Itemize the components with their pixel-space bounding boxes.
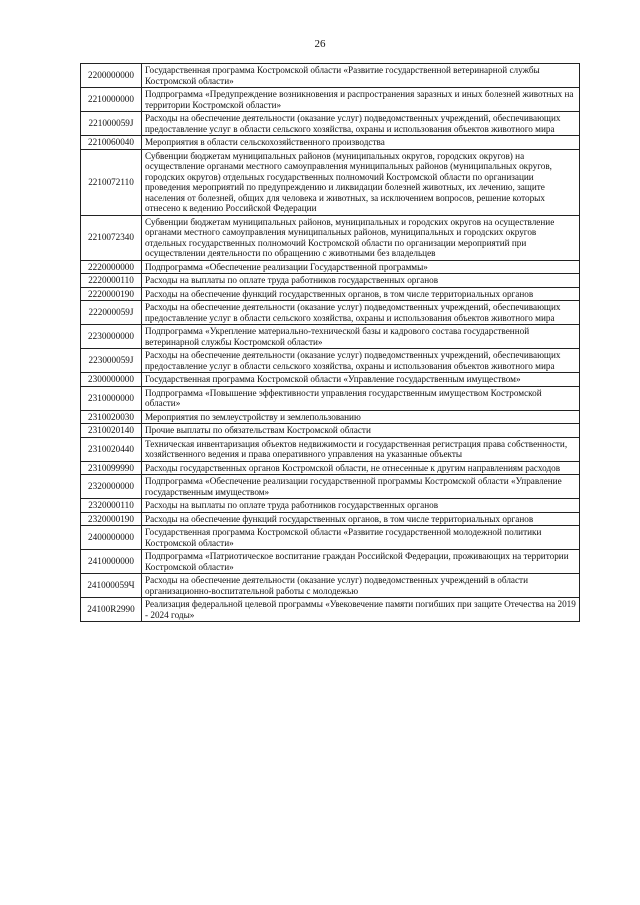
- row-code: 2300000000: [81, 373, 142, 387]
- row-description: Расходы на выплаты по оплате труда работников государственных органов: [142, 274, 580, 288]
- row-description: Государственная программа Костромской области «Развитие государственной молодежной политики Костромской области»: [142, 526, 580, 550]
- row-description: Подпрограмма «Обеспечение реализации Государственной программы»: [142, 260, 580, 274]
- row-description: Расходы на обеспечение функций государственных органов, в том числе территориальных органов: [142, 287, 580, 301]
- row-code: 2210060040: [81, 136, 142, 150]
- row-code: 2220000110: [81, 274, 142, 288]
- row-description: Расходы на выплаты по оплате труда работников государственных органов: [142, 499, 580, 513]
- table-row: [81, 499, 580, 513]
- row-description: Государственная программа Костромской области «Развитие государственной ветеринарной службы Костромской области»: [142, 64, 580, 88]
- row-description: Расходы на обеспечение деятельности (оказание услуг) подведомственных учреждений, обеспечивающих предоставление услуг в области сельского хозяйства, охраны и использования объектов животного мира: [142, 349, 580, 373]
- table-row: [81, 112, 580, 136]
- row-code: 2310020140: [81, 424, 142, 438]
- row-description: Государственная программа Костромской области «Управление государственным имуществом»: [142, 373, 580, 387]
- row-code: 2310020030: [81, 410, 142, 424]
- row-code: 2220000190: [81, 287, 142, 301]
- table-row: [81, 149, 580, 215]
- row-code: 2230000000: [81, 325, 142, 349]
- table-row: [81, 386, 580, 410]
- row-code: 2320000190: [81, 512, 142, 526]
- row-code: 221000059J: [81, 112, 142, 136]
- table-row: [81, 88, 580, 112]
- row-code: 2410000000: [81, 550, 142, 574]
- budget-classification-table: [80, 63, 580, 622]
- table-row: [81, 274, 580, 288]
- table-row: [81, 512, 580, 526]
- row-description: Прочие выплаты по обязательствам Костромской области: [142, 424, 580, 438]
- row-code: 2310000000: [81, 386, 142, 410]
- table-row: [81, 550, 580, 574]
- row-description: Расходы на обеспечение деятельности (оказание услуг) подведомственных учреждений, обеспечивающих предоставление услуг в области сельского хозяйства, охраны и использования объектов животного мира: [142, 301, 580, 325]
- table-row: [81, 574, 580, 598]
- row-description: Подпрограмма «Укрепление материально-технической базы и кадрового состава государственной ветеринарной службы Костромской области»: [142, 325, 580, 349]
- table-row: [81, 260, 580, 274]
- table-row: [81, 461, 580, 475]
- row-code: 2220000000: [81, 260, 142, 274]
- row-code: 2210072340: [81, 215, 142, 260]
- row-description: Подпрограмма «Патриотическое воспитание граждан Российской Федерации, проживающих на территории Костромской области»: [142, 550, 580, 574]
- row-code: 2210000000: [81, 88, 142, 112]
- row-description: Расходы на обеспечение деятельности (оказание услуг) подведомственных учреждений, обеспечивающих предоставление услуг в области сельского хозяйства, охраны и использования объектов животного мира: [142, 112, 580, 136]
- row-code: 2310020440: [81, 437, 142, 461]
- table-row: [81, 287, 580, 301]
- row-code: 2400000000: [81, 526, 142, 550]
- row-code: 2310099990: [81, 461, 142, 475]
- table-row: [81, 475, 580, 499]
- row-description: Субвенции бюджетам муниципальных районов, муниципальных и городских округов на осуществление органами местного самоуправления муниципальных районов, муниципальных и городских округов отдельных государственных полномочий Костромской области по организации мероприятий при осуществлении деятельности по обращению с животными без владельцев: [142, 215, 580, 260]
- row-code: 24100R2990: [81, 598, 142, 622]
- row-description: Подпрограмма «Предупреждение возникновения и распространения заразных и иных болезней животных на территории Костромской области»: [142, 88, 580, 112]
- table-row: [81, 598, 580, 622]
- row-code: 241000059Ч: [81, 574, 142, 598]
- row-code: 222000059J: [81, 301, 142, 325]
- row-description: Техническая инвентаризация объектов недвижимости и государственная регистрация права собственности, хозяйственного ведения и права оперативного управления на указанные объекты: [142, 437, 580, 461]
- table-row: [81, 424, 580, 438]
- row-description: Мероприятия по землеустройству и землепользованию: [142, 410, 580, 424]
- row-code: 223000059J: [81, 349, 142, 373]
- row-code: 2200000000: [81, 64, 142, 88]
- page-number: 26: [314, 38, 326, 50]
- table-row: [81, 349, 580, 373]
- row-description: Подпрограмма «Обеспечение реализации государственной программы Костромской области «Управление государственным имуществом»: [142, 475, 580, 499]
- table-row: [81, 373, 580, 387]
- table-row: [81, 64, 580, 88]
- row-code: 2320000000: [81, 475, 142, 499]
- row-description: Мероприятия в области сельскохозяйственного производства: [142, 136, 580, 150]
- row-description: Субвенции бюджетам муниципальных районов (муниципальных округов, городских округов) на осуществление органами местного самоуправления муниципальных районов (муниципальных округов, городских округов) отдельных государственных полномочий Костромской области по организации проведения мероприятий по предупреждению и ликвидации болезней животных, их лечению, защите населения от болезней, общих для человека и животных, за исключением вопросов, решение которых отнесено к ведению Российской Федерации: [142, 149, 580, 215]
- table-row: [81, 136, 580, 150]
- table-row: [81, 410, 580, 424]
- row-description: Расходы государственных органов Костромской области, не отнесенные к другим направлениям расходов: [142, 461, 580, 475]
- row-code: 2320000110: [81, 499, 142, 513]
- table-row: [81, 301, 580, 325]
- row-description: Подпрограмма «Повышение эффективности управления государственным имуществом Костромской области»: [142, 386, 580, 410]
- row-description: Реализация федеральной целевой программы «Увековечение памяти погибших при защите Отечества на 2019 - 2024 годы»: [142, 598, 580, 622]
- row-description: Расходы на обеспечение деятельности (оказание услуг) подведомственных учреждений в области организационно-воспитательной работы с молодежью: [142, 574, 580, 598]
- table-row: [81, 215, 580, 260]
- row-description: Расходы на обеспечение функций государственных органов, в том числе территориальных органов: [142, 512, 580, 526]
- table-row: [81, 526, 580, 550]
- row-code: 2210072110: [81, 149, 142, 215]
- table-row: [81, 325, 580, 349]
- table-row: [81, 437, 580, 461]
